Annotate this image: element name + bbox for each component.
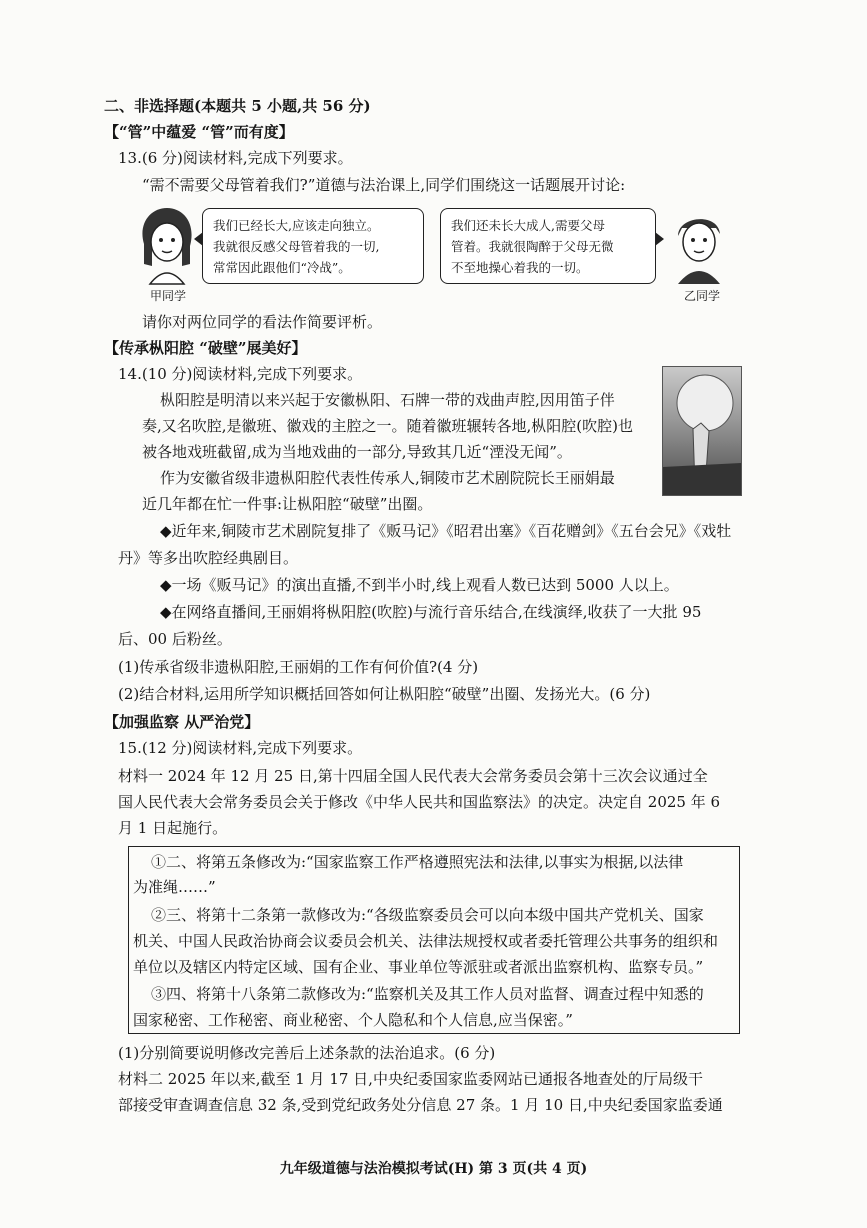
q14-bullet-1: ◆近年来,铜陵市艺术剧院复排了《贩马记》《昭君出塞》《百花赠剑》《五台会兄》《戏牡 (160, 522, 732, 540)
clause-3: 国家秘密、工作秘密、商业秘密、个人隐私和个人信息,应当保密。” (133, 1011, 573, 1029)
clause-2: 机关、中国人民政治协商会议委员会机关、法律法规授权或者委托管理公共事务的组织和 (133, 932, 719, 950)
clause-1: 为准绳……” (133, 878, 216, 896)
bubble-b-line: 管着。我就很陶醉于父母无微 (451, 239, 614, 254)
q14-ask-1: (1)传承省级非遗枞阳腔,王丽娟的工作有何价值?(4 分) (118, 658, 479, 676)
bubble-b-tail (655, 232, 664, 246)
speech-bubble-a (202, 208, 424, 284)
q15-material-1: 材料一 2024 年 12 月 25 日,第十四届全国人民代表大会常务委员会第十三次会议通过全 (118, 767, 708, 785)
q14-stem: 14.(10 分)阅读材料,完成下列要求。 (118, 365, 363, 383)
q14-bullet-2: ◆一场《贩马记》的演出直播,不到半小时,线上观看人数已达到 5000 人以上。 (160, 576, 679, 594)
bubble-a-line: 常常因此跟他们“冷战”。 (213, 260, 351, 275)
topic-heading-3: 【加强监察 从严治党】 (104, 713, 260, 731)
q15-material-1: 国人民代表大会常务委员会关于修改《中华人民共和国监察法》的决定。决定自 2025 年 6 (118, 793, 721, 811)
q15-stem: 15.(12 分)阅读材料,完成下列要求。 (118, 739, 363, 757)
q14-paragraph-1: 奏,又名吹腔,是徽班、徽戏的主腔之一。随着徽班辗转各地,枞阳腔(吹腔)也 (142, 417, 634, 435)
q14-paragraph-2: 作为安徽省级非遗枞阳腔代表性传承人,铜陵市艺术剧院院长王丽娟最 (160, 469, 615, 487)
student-b-caption: 乙同学 (684, 289, 721, 303)
q15-material-1: 月 1 日起施行。 (118, 819, 228, 837)
bubble-b-line: 我们还未长大成人,需要父母 (451, 218, 605, 233)
q14-bullet-3: 后、00 后粉丝。 (118, 630, 232, 648)
bubble-b-line: 不至地操心着我的一切。 (451, 260, 589, 275)
clause-2: ②三、将第十二条第一款修改为:“各级监察委员会可以向本级中国共产党机关、国家 (151, 906, 704, 924)
q15-ask-1: (1)分别简要说明修改完善后上述条款的法治追求。(6 分) (118, 1044, 496, 1062)
clause-3: ③四、将第十八条第二款修改为:“监察机关及其工作人员对监督、调查过程中知悉的 (151, 985, 704, 1003)
topic-heading-2: 【传承枞阳腔 “破壁”展美好】 (104, 339, 307, 357)
q15-material-2: 材料二 2025 年以来,截至 1 月 17 日,中央纪委国家监委网站已通报各地查处的厅局级干 (118, 1070, 703, 1088)
clause-1: ①二、将第五条修改为:“国家监察工作严格遵照宪法和法律,以事实为根据,以法律 (151, 853, 684, 871)
q14-bullet-3: ◆在网络直播间,王丽娟将枞阳腔(吹腔)与流行音乐结合,在线演绎,收获了一大批 95 (160, 603, 702, 621)
q14-paragraph-1: 枞阳腔是明清以来兴起于安徽枞阳、石牌一带的戏曲声腔,因用笛子伴 (160, 391, 615, 409)
q13-ask: 请你对两位同学的看法作简要评析。 (142, 313, 383, 331)
q13-intro: “需不需要父母管着我们?”道德与法治课上,同学们围绕这一话题展开讨论: (142, 176, 626, 194)
speech-bubble-b (440, 208, 656, 284)
topic-heading-1: 【“管”中蕴爱 “管”而有度】 (104, 123, 294, 141)
q13-stem: 13.(6 分)阅读材料,完成下列要求。 (118, 149, 353, 167)
q14-paragraph-1: 被各地戏班截留,成为当地戏曲的一部分,导致其几近“湮没无闻”。 (142, 443, 572, 461)
student-b-illustration (670, 206, 726, 284)
opera-performer-photo (662, 366, 742, 496)
student-a-illustration (136, 204, 198, 286)
bubble-a-line: 我们已经长大,应该走向独立。 (213, 218, 380, 233)
student-a-caption: 甲同学 (150, 289, 187, 303)
bubble-a-line: 我就很反感父母管着我的一切, (213, 239, 380, 254)
q14-paragraph-2: 近几年都在忙一件事:让枞阳腔“破壁”出圈。 (142, 495, 433, 513)
amendment-clauses-box (128, 846, 740, 1034)
q14-bullet-1: 丹》等多出吹腔经典剧目。 (118, 549, 299, 567)
page-footer: 九年级道德与法治模拟考试(H) 第 3 页(共 4 页) (279, 1161, 588, 1177)
part-title: 二、非选择题(本题共 5 小题,共 56 分) (104, 97, 371, 115)
clause-2: 单位以及辖区内特定区域、国有企业、事业单位等派驻或者派出监察机构、监察专员。” (133, 958, 704, 976)
q14-ask-2: (2)结合材料,运用所学知识概括回答如何让枞阳腔“破壁”出圈、发扬光大。(6 分) (118, 685, 651, 703)
q15-material-2: 部接受审查调查信息 32 条,受到党纪政务处分信息 27 条。1 月 10 日,中央纪委国家监委通 (118, 1096, 723, 1114)
